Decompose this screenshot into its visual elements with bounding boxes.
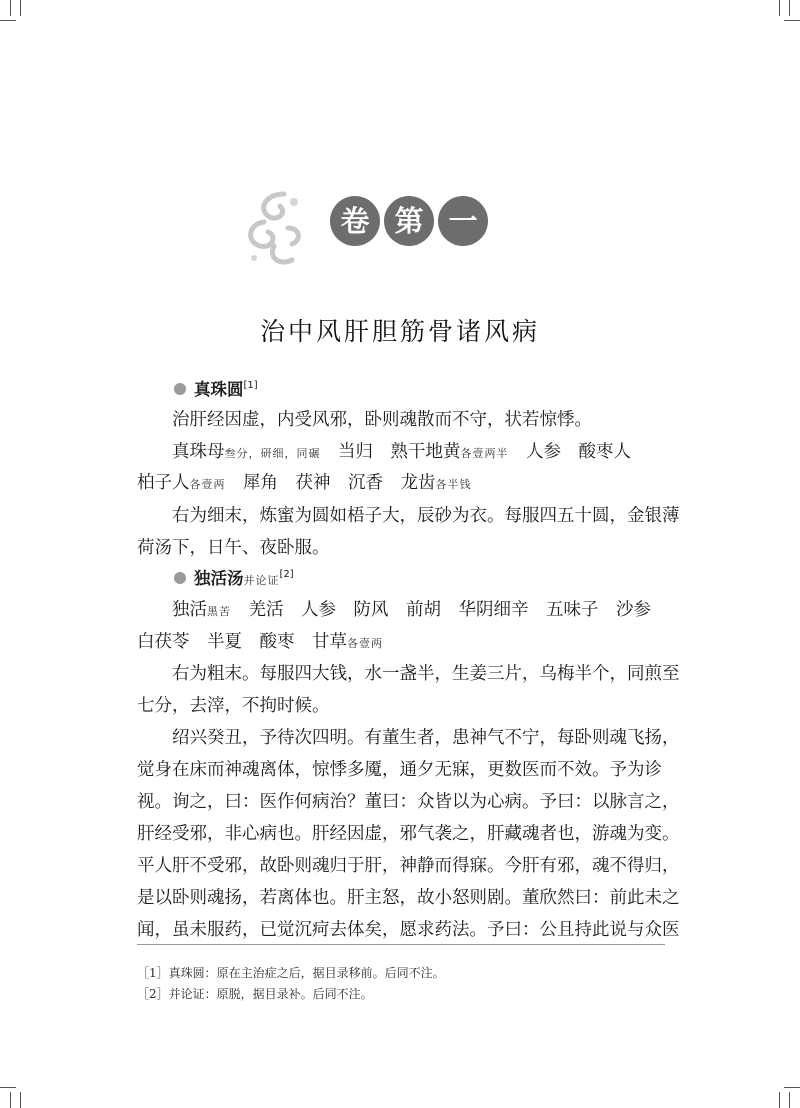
- ingredient: 柏子人: [137, 473, 190, 493]
- bullet-icon: [174, 572, 186, 584]
- footnote: ［2］并论证：原脱，据目录补。后同不注。: [137, 987, 373, 1001]
- footnote-ref: [2]: [279, 569, 294, 580]
- ingredients-line: [137, 628, 677, 653]
- discussion-line: 平人肝不受邪，故卧则魂归于肝，神静而得寐。今肝有邪，魂不得归，: [137, 856, 680, 876]
- ingredient-note: 黑苦: [207, 605, 231, 618]
- ingredient: 真珠母: [172, 442, 225, 462]
- footnote-ref: [1]: [243, 380, 258, 391]
- ingredient: 犀角 茯神 沉香 龙齿: [225, 473, 436, 493]
- ingredients-line: [172, 438, 712, 463]
- crop-mark: [0, 1087, 16, 1088]
- crop-mark: [20, 0, 21, 16]
- chapter-char: 一: [438, 196, 488, 246]
- crop-mark: [784, 20, 800, 21]
- formula-name: 独活汤: [194, 569, 244, 588]
- method-text: 右为细末，炼蜜为圆如梧子大，辰砂为衣。每服四五十圆，金银薄: [172, 506, 680, 526]
- crop-mark: [789, 1092, 790, 1108]
- ingredient-note: 各壹两半: [460, 447, 509, 460]
- bullet-icon: [174, 383, 186, 395]
- ingredient: 人参 酸枣人: [508, 442, 631, 462]
- section-title: 治中风肝胆筋骨诸风病: [259, 317, 540, 346]
- chapter-char: 第: [384, 196, 434, 246]
- discussion-line: 绍兴癸丑，予待次四明。有董生者，患神气不宁，每卧则魂飞扬，: [172, 728, 680, 748]
- footnote-separator: [137, 944, 665, 945]
- crop-mark: [779, 0, 780, 16]
- ingredient-note: 各壹两: [189, 478, 226, 491]
- crop-mark: [10, 0, 11, 16]
- ingredient-note: 叁分，研细，同碾: [224, 447, 321, 460]
- ingredient: 独活: [172, 600, 207, 620]
- chapter-heading: [244, 188, 484, 268]
- crop-mark: [20, 1092, 21, 1108]
- discussion-line: 闻，虽未服药，已觉沉疴去体矣，愿求药法。予曰：公且持此说与众医: [137, 920, 680, 940]
- indication-text: 治肝经因虚，内受风邪，卧则魂散而不守，状若惊悸。: [172, 410, 592, 430]
- crop-mark: [789, 0, 790, 16]
- discussion-line: 肝经受邪，非心病也。肝经因虚，邪气袭之，肝藏魂者也，游魂为变。: [137, 824, 680, 844]
- ingredients-line: [172, 596, 712, 621]
- ingredient-note: 各壹两: [347, 637, 383, 650]
- method-text: 右为粗末。每服四大钱，水一盏半，生姜三片，乌梅半个，同煎至: [172, 664, 680, 684]
- ingredient: 白茯苓 半夏 酸枣 甘草: [137, 632, 347, 652]
- discussion-line: 是以卧则魂扬，若离体也。肝主怒，故小怒则剧。董欣然曰：前此未之: [137, 888, 680, 908]
- footnote: ［1］真珠圆：原在主治症之后，据目录移前。后同不注。: [137, 966, 445, 980]
- discussion-line: 视。询之，曰：医作何病治？董曰：众皆以为心病。予曰：以脉言之，: [137, 792, 680, 812]
- chapter-char: 卷: [330, 196, 380, 246]
- crop-mark: [0, 20, 16, 21]
- crop-mark: [10, 1092, 11, 1108]
- formula-suffix: 并论证: [243, 574, 280, 587]
- formula-name: 真珠圆: [194, 380, 244, 399]
- ingredient: 羌活 人参 防风 前胡 华阴细辛 五味子 沙参: [231, 600, 651, 620]
- method-text: 荷汤下，日午、夜卧服。: [137, 538, 330, 558]
- ingredient-note: 各半钱: [435, 478, 472, 491]
- crop-mark: [779, 1092, 780, 1108]
- cloud-ornament-icon: [244, 188, 314, 268]
- ingredients-line: [137, 469, 677, 494]
- ingredient: 当归 熟干地黄: [320, 442, 461, 462]
- formula-heading: [174, 376, 714, 400]
- formula-heading: [174, 565, 714, 589]
- crop-mark: [784, 1087, 800, 1088]
- discussion-line: 觉身在床而神魂离体，惊悸多魇，通夕无寐，更数医而不效。予为诊: [137, 760, 662, 780]
- method-text: 七分，去滓，不拘时候。: [137, 696, 330, 716]
